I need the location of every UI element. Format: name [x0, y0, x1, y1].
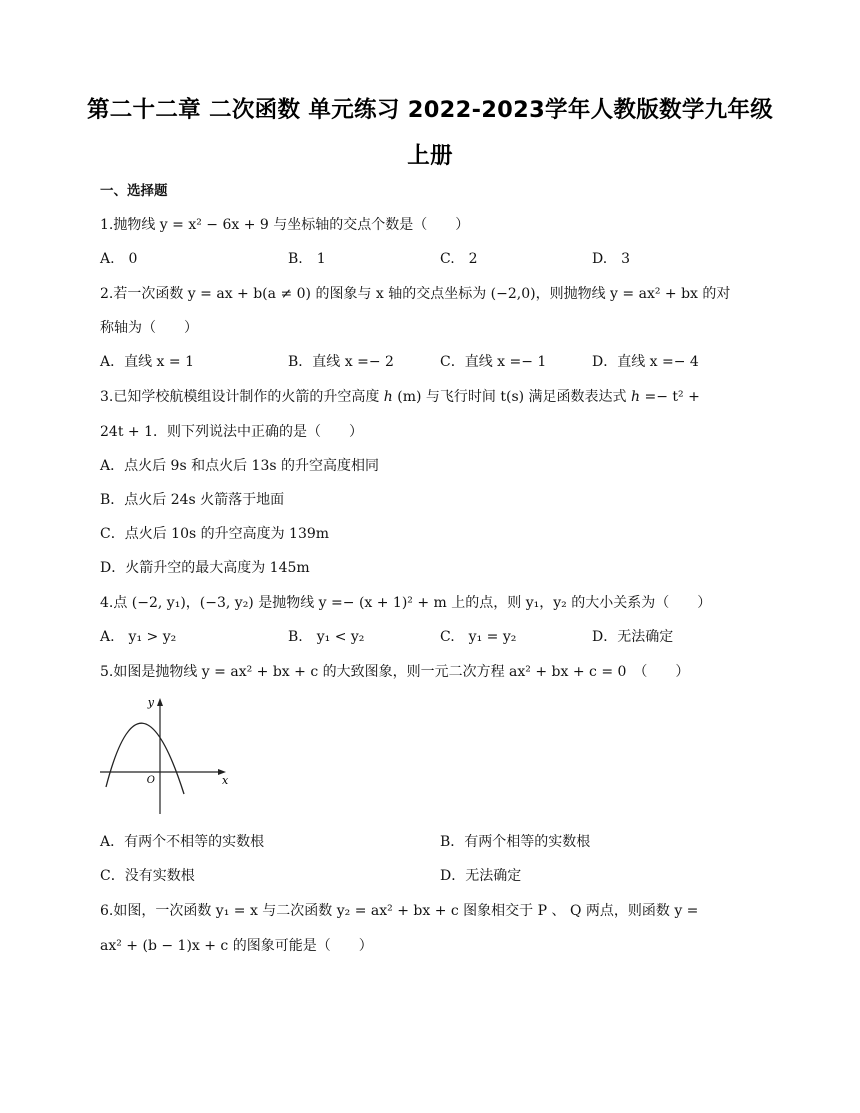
y-axis-label: y [147, 696, 154, 709]
question-3-option-c: C．点火后 10s 的升空高度为 139m [100, 526, 330, 542]
question-6-stem-line2: ax² + (b − 1)x + c 的图象可能是（ ） [100, 938, 373, 954]
question-3-stem-line2: 24t + 1．则下列说法中正确的是（ ） [100, 424, 363, 440]
question-1-option-d: D. 3 [592, 251, 631, 267]
question-4-stem: 4.点 (−2, y₁)，(−3, y₂) 是抛物线 y =− (x + 1)² + m 上的点，则 y₁，y₂ 的大小关系为（ ） [100, 595, 712, 611]
question-2-option-c: C．直线 x =− 1 [440, 354, 547, 370]
question-5-option-b: B．有两个相等的实数根 [440, 834, 591, 850]
document-title-line1: 第二十二章 二次函数 单元练习 2022-2023学年人教版数学九年级 [86, 97, 774, 123]
parabola-figure [98, 694, 238, 818]
document-title-line2: 上册 [407, 143, 453, 169]
question-5-option-a: A．有两个不相等的实数根 [100, 834, 265, 850]
question-3-option-b: B．点火后 24s 火箭落于地面 [100, 492, 285, 508]
question-4-option-c: C. y₁ = y₂ [440, 629, 517, 645]
question-3-stem-line1: 3.已知学校航模组设计制作的火箭的升空高度 ℎ (m) 与飞行时间 t(s) 满足函数表达式 ℎ =− t² + [100, 389, 700, 405]
origin-label: O [146, 775, 155, 786]
question-4-option-b: B. y₁ < y₂ [288, 629, 365, 645]
question-4-option-a: A. y₁ > y₂ [100, 629, 177, 645]
question-3-option-a: A．点火后 9s 和点火后 13s 的升空高度相同 [100, 458, 380, 474]
question-4-option-d: D．无法确定 [592, 629, 674, 645]
question-5-stem: 5.如图是抛物线 y = ax² + bx + c 的大致图象，则一元二次方程 ax² + bx + c = 0 （ ） [100, 664, 690, 680]
question-1-option-c: C. 2 [440, 251, 478, 267]
question-3-option-d: D．火箭升空的最大高度为 145m [100, 560, 310, 576]
question-5-option-c: C．没有实数根 [100, 868, 195, 884]
question-2-option-a: A．直线 x = 1 [100, 354, 194, 370]
question-2-stem-line1: 2.若一次函数 y = ax + b(a ≠ 0) 的图象与 x 轴的交点坐标为 (−2,0)，则抛物线 y = ax² + bx 的对 [100, 286, 731, 302]
parabola-curve [106, 723, 184, 794]
question-1-option-b: B. 1 [288, 251, 326, 267]
x-axis-label: x [222, 774, 229, 787]
y-axis-arrow [157, 698, 163, 706]
question-2-option-b: B．直线 x =− 2 [288, 354, 394, 370]
question-2-stem-line2: 称轴为（ ） [100, 320, 198, 336]
question-2-option-d: D．直线 x =− 4 [592, 354, 699, 370]
question-6-stem-line1: 6.如图，一次函数 y₁ = x 与二次函数 y₂ = ax² + bx + c 图象相交于 P 、 Q 两点，则函数 y = [100, 903, 699, 919]
section-heading: 一、选择题 [100, 183, 168, 199]
question-5-option-d: D．无法确定 [440, 868, 522, 884]
question-1-option-a: A. 0 [100, 251, 138, 267]
question-1-stem: 1.抛物线 y = x² − 6x + 9 与坐标轴的交点个数是（ ） [100, 217, 470, 233]
